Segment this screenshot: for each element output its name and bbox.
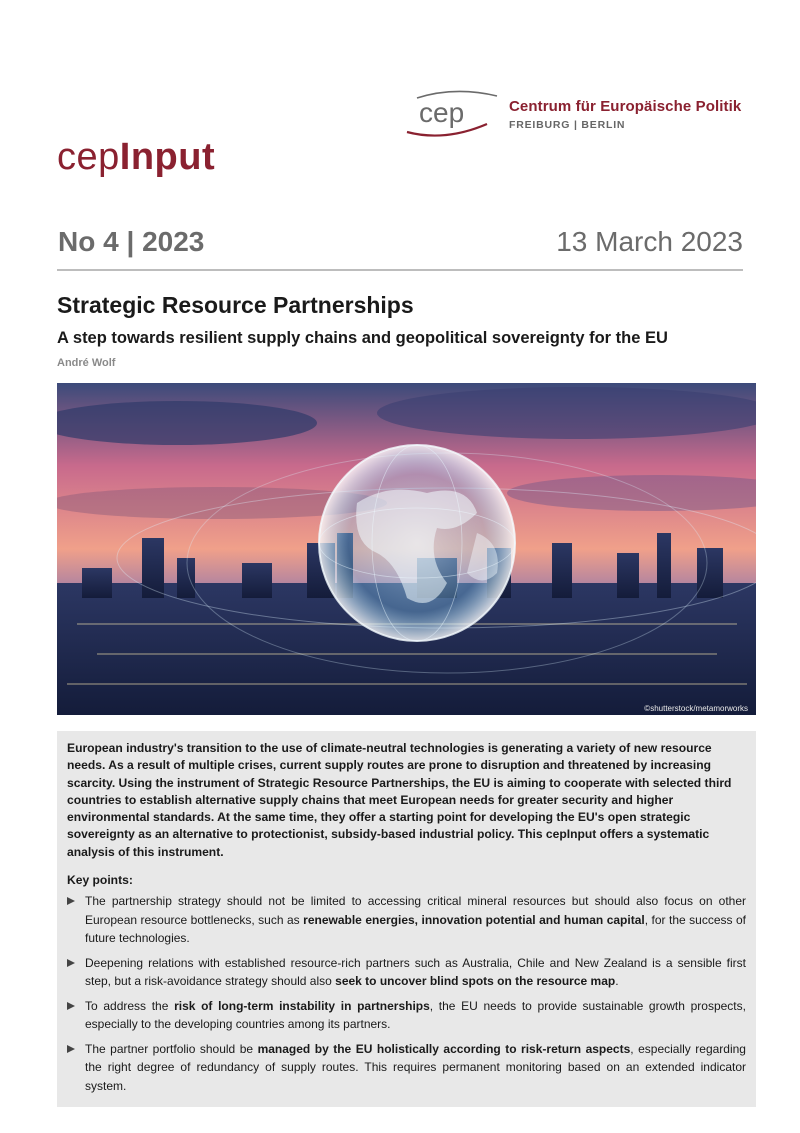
bullet-triangle-icon bbox=[67, 1045, 75, 1053]
logo-cities: FREIBURG | BERLIN bbox=[509, 119, 626, 131]
plain-text: , the EU needs to provide sustainable growth prospects, especially to the developing countries among its partners. bbox=[85, 998, 746, 1032]
cep-logo bbox=[405, 88, 745, 138]
plain-text: The partnership strategy should not be limited to accessing critical mineral resources but should also focus on other European resource bottlenecks, such as bbox=[85, 894, 746, 927]
plain-text: Deepening relations with established resource-rich partners such as Australia, Chile and New Zealand is a sensible first step, but a risk-avoidance strategy should also bbox=[85, 955, 746, 989]
key-point-text bbox=[85, 999, 746, 1032]
abstract-text: European industry's transition to the use of climate-neutral technologies is generating a variety of new resource needs. As a result of multiple crises, current supply routes are prone to disruption and threatened by increasing scarcity. Using the instrument of Strategic Resource Partnerships, the EU is aiming to cooperate with selected third countries to establish alternative supply chains that meet European needs for greater security and higher environmental standards. At the same time, they offer a starting point for developing the EU's open strategic sovereignty as an alternative to protectionist, subsidy-based industrial policy. This cepInput offers a systematic analysis of this instrument. bbox=[67, 741, 732, 859]
logo-mark-text: cep bbox=[419, 97, 465, 128]
summary-box bbox=[57, 731, 756, 1107]
plain-text: The partner portfolio should be bbox=[85, 1041, 258, 1056]
author-name: André Wolf bbox=[57, 357, 116, 369]
publication-brand bbox=[57, 136, 215, 179]
brand-prefix: cep bbox=[57, 136, 120, 178]
emphasis-text: seek to uncover blind spots on the resource map bbox=[335, 974, 616, 989]
key-point-4 bbox=[67, 1040, 746, 1096]
key-point-1 bbox=[67, 892, 746, 948]
logo-organization-name: Centrum für Europäische Politik bbox=[509, 98, 742, 115]
key-points-list bbox=[67, 892, 746, 1095]
key-points-heading: Key points: bbox=[67, 873, 133, 888]
emphasis-text: renewable energies, innovation potential and human capital bbox=[303, 912, 645, 927]
bullet-triangle-icon bbox=[67, 1002, 75, 1010]
key-point-text bbox=[85, 894, 746, 945]
bullet-triangle-icon bbox=[67, 897, 75, 905]
publication-date: 13 March 2023 bbox=[556, 226, 743, 257]
issue-number: No 4 | 2023 bbox=[58, 226, 205, 257]
key-point-text bbox=[85, 1042, 746, 1093]
document-subtitle: A step towards resilient supply chains and geopolitical sovereignty for the EU bbox=[57, 329, 668, 347]
plain-text: , for the success of future technologies. bbox=[85, 912, 746, 946]
header-divider bbox=[57, 269, 743, 271]
bullet-triangle-icon bbox=[67, 959, 75, 967]
hero-image bbox=[57, 383, 756, 715]
plain-text: To address the bbox=[85, 998, 175, 1013]
brand-suffix: Input bbox=[119, 136, 216, 178]
image-credit: ©shutterstock/metamorworks bbox=[644, 704, 748, 713]
key-point-text bbox=[85, 956, 746, 989]
hero-illustration bbox=[57, 383, 756, 715]
cep-logo-mark bbox=[405, 88, 500, 138]
document-title: Strategic Resource Partnerships bbox=[57, 292, 414, 318]
plain-text: . bbox=[615, 974, 619, 989]
key-point-3 bbox=[67, 997, 746, 1034]
emphasis-text: managed by the EU holistically according to risk-return aspects bbox=[257, 1041, 631, 1056]
plain-text: , especially regarding the right degree of redundancy of supply routes. This requires permanent monitoring based on an extended indicator system. bbox=[85, 1041, 746, 1093]
emphasis-text: risk of long-term instability in partnerships bbox=[174, 998, 430, 1013]
key-point-2 bbox=[67, 954, 746, 991]
